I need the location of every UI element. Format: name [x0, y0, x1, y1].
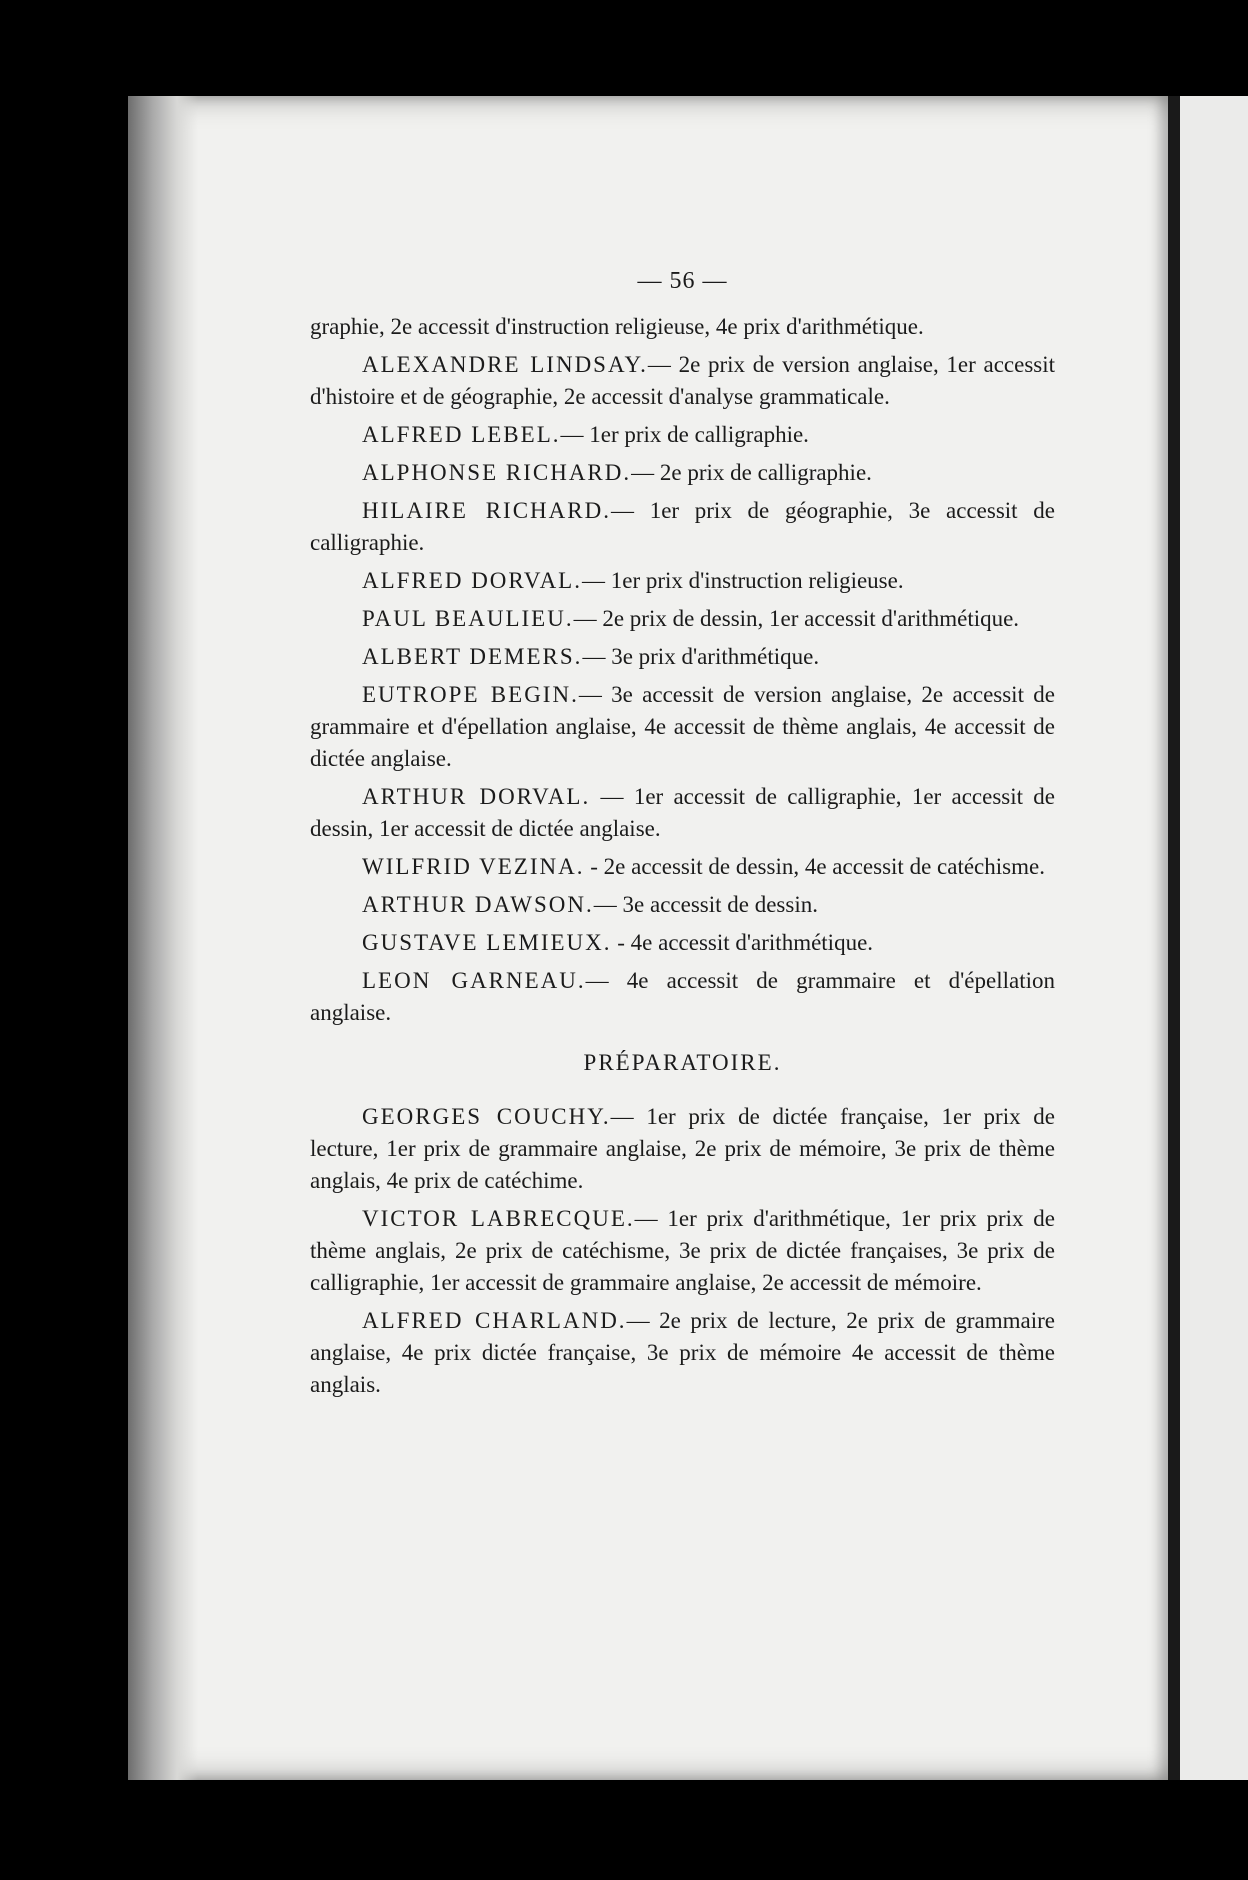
- student-name: ARTHUR DORVAL.: [362, 784, 591, 809]
- award-text: — 2e prix de dessin, 1er accessit d'arithmétique.: [573, 606, 1020, 631]
- student-name: GUSTAVE LEMIEUX.: [362, 930, 612, 955]
- award-text: — 1er prix d'arithmétique, 1er prix prix de thème anglais, 2e prix de catéchisme, 3e prix de dictée françaises, 3e prix de calligraphie, 1er accessit de grammaire anglaise, 2e accessit de mémoire.: [310, 1206, 1055, 1295]
- page-gutter-shadow: [128, 96, 198, 1780]
- award-text: - 2e accessit de dessin, 4e accessit de catéchisme.: [584, 854, 1045, 879]
- student-name: EUTROPE BEGIN.: [362, 682, 579, 707]
- award-text: — 2e prix de lecture, 2e prix de grammaire anglaise, 4e prix dictée française, 3e prix de mémoire 4e accessit de thème anglais.: [310, 1308, 1055, 1397]
- award-text: — 1er prix de dictée française, 1er prix de lecture, 1er prix de grammaire anglaise, 2e prix de mémoire, 3e prix de thème anglais, 4e prix de catéchime.: [310, 1104, 1056, 1193]
- award-entry: [310, 927, 1055, 959]
- award-text: — 1er prix d'instruction religieuse.: [581, 568, 904, 593]
- award-entry: [310, 1203, 1055, 1299]
- award-entry: [310, 1305, 1055, 1401]
- award-entry: [310, 851, 1055, 883]
- award-text: — 2e prix de version anglaise, 1er accessit d'histoire et de géographie, 2e accessit d'analyse grammaticale.: [310, 352, 1056, 409]
- award-entry: [310, 889, 1055, 921]
- student-name: ALEXANDRE LINDSAY.: [362, 352, 648, 377]
- award-entry: [310, 457, 1055, 489]
- award-entry: [310, 349, 1055, 413]
- page-edge: [1168, 96, 1180, 1780]
- student-name: ALPHONSE RICHARD.: [362, 460, 632, 485]
- page-number: — 56 —: [637, 268, 728, 294]
- student-name: ALFRED LEBEL.: [362, 422, 561, 447]
- page-text: [310, 265, 1055, 1407]
- award-text: — 3e accessit de version anglaise, 2e accessit de grammaire et d'épellation anglaise, 4e accessit de thème anglais, 4e accessit de dictée anglaise.: [310, 682, 1055, 771]
- award-text: — 1er prix de calligraphie.: [560, 422, 809, 447]
- award-text: — 4e accessit de grammaire et d'épellation anglaise.: [310, 968, 1055, 1025]
- student-name: HILAIRE RICHARD.: [362, 498, 611, 523]
- award-entry: [310, 495, 1055, 559]
- student-name: ALFRED DORVAL.: [362, 568, 582, 593]
- award-text: — 3e prix d'arithmétique.: [582, 644, 820, 669]
- student-name: ALBERT DEMERS.: [362, 644, 583, 669]
- student-name: WILFRID VEZINA.: [362, 854, 585, 879]
- award-entry: [310, 641, 1055, 673]
- award-entry: [310, 781, 1055, 845]
- award-text: — 1er accessit de calligraphie, 1er accessit de dessin, 1er accessit de dictée anglaise.: [310, 784, 1056, 841]
- award-text: — 1er prix de géographie, 3e accessit de calligraphie.: [310, 498, 1055, 555]
- award-text: — 3e accessit de dessin.: [593, 892, 818, 917]
- student-name: GEORGES COUCHY.: [362, 1104, 611, 1129]
- award-entry: [310, 565, 1055, 597]
- award-entry: [310, 679, 1055, 775]
- section-heading: PRÉPARATOIRE.: [583, 1050, 782, 1075]
- student-name: LEON GARNEAU.: [362, 968, 586, 993]
- award-entry: [310, 603, 1055, 635]
- student-name: PAUL BEAULIEU.: [362, 606, 574, 631]
- award-entry: [310, 965, 1055, 1029]
- award-text: — 2e prix de calligraphie.: [631, 460, 872, 485]
- award-entry: [310, 1101, 1055, 1197]
- adjacent-page: [1180, 96, 1248, 1780]
- student-name: ALFRED CHARLAND.: [362, 1308, 627, 1333]
- award-entry: [310, 419, 1055, 451]
- student-name: VICTOR LABRECQUE.: [362, 1206, 635, 1231]
- award-text: - 4e accessit d'arithmétique.: [611, 930, 874, 955]
- continuation-paragraph: graphie, 2e accessit d'instruction religieuse, 4e prix d'arithmétique.: [310, 314, 924, 339]
- student-name: ARTHUR DAWSON.: [362, 892, 594, 917]
